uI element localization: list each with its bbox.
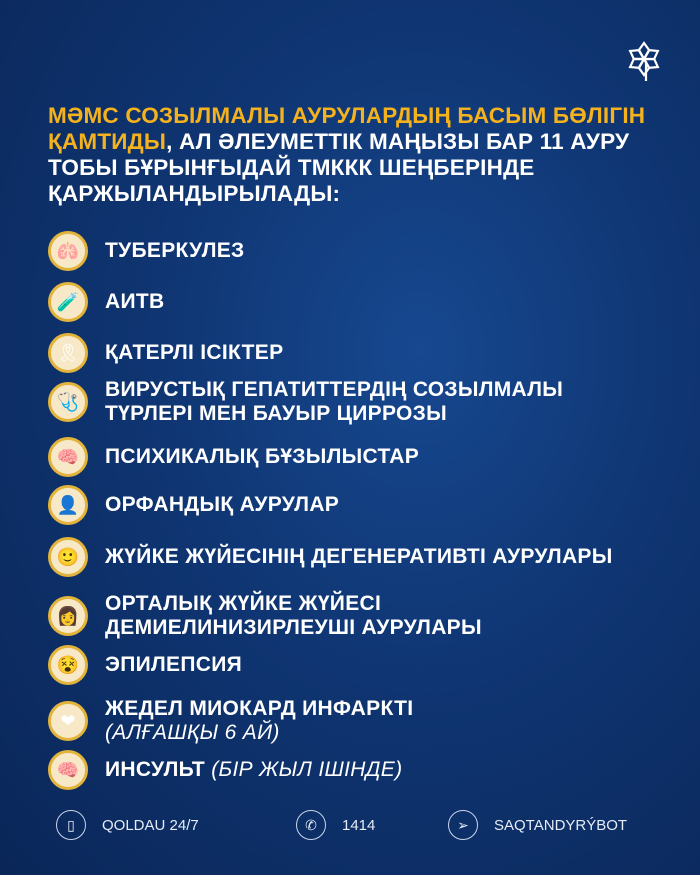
brain-icon: 🧠 xyxy=(48,750,88,790)
item-text xyxy=(105,378,635,426)
item-text xyxy=(105,239,245,263)
snowflake-logo-icon xyxy=(620,35,668,83)
footer xyxy=(56,810,660,844)
list-item xyxy=(48,697,413,745)
phone-call-icon: ✆ xyxy=(296,810,326,840)
list-item xyxy=(48,750,402,790)
list-item xyxy=(48,231,245,271)
support-label: QOLDAU 24/7 xyxy=(102,816,199,834)
person-icon: 👤 xyxy=(48,485,88,525)
item-text xyxy=(105,758,402,782)
face-icon: 🙂 xyxy=(48,537,88,577)
item-label: ЖҮЙКЕ ЖҮЙЕСІНІҢ ДЕГЕНЕРАТИВТІ АУРУЛАРЫ xyxy=(105,545,613,568)
headline xyxy=(48,103,678,207)
item-text xyxy=(105,493,339,517)
phone-link[interactable] xyxy=(296,810,375,840)
liver-icon: 🩺 xyxy=(48,382,88,422)
item-label: ТУБЕРКУЛЕЗ xyxy=(105,239,245,262)
list-item xyxy=(48,537,613,577)
item-label: ОРТАЛЫҚ ЖҮЙКЕ ЖҮЙЕСІ ДЕМИЕЛИНИЗИРЛЕУШІ АУРУЛАРЫ xyxy=(105,592,482,639)
bot-label: SAQTANDYRÝBOT xyxy=(494,816,628,834)
dizzy-face-icon: 😵 xyxy=(48,645,88,685)
item-label: АИТВ xyxy=(105,290,165,313)
item-note: (БІР ЖЫЛ ІШІНДЕ) xyxy=(211,758,403,781)
telegram-icon: ➢ xyxy=(448,810,478,840)
list-item xyxy=(48,437,419,477)
item-text xyxy=(105,697,413,745)
item-label: ЭПИЛЕПСИЯ xyxy=(105,653,243,676)
item-text xyxy=(105,545,613,569)
heart-icon: ❤ xyxy=(48,701,88,741)
list-item xyxy=(48,333,283,373)
phone-number: 1414 xyxy=(342,816,376,834)
list-item xyxy=(48,282,164,322)
item-label: ҚАТЕРЛІ ІСІКТЕР xyxy=(105,341,284,364)
item-label: ВИРУСТЫҚ ГЕПАТИТТЕРДІҢ СОЗЫЛМАЛЫ ТҮРЛЕРІ МЕН БАУЫР ЦИРРОЗЫ xyxy=(105,378,564,425)
item-label: ЖЕДЕЛ МИОКАРД ИНФАРКТІ xyxy=(105,697,414,720)
test-tube-icon: 🧪 xyxy=(48,282,88,322)
headline-rest: , АЛ ӘЛЕУМЕТТІК МАҢЫЗЫ БАР 11 АУРУ ТОБЫ БҰРЫНҒЫДАЙ ТМККК ШЕҢБЕРІНДЕ ҚАРЖЫЛАНДЫРЫЛАДЫ: xyxy=(48,129,630,206)
ribbon-icon: 🎗 xyxy=(48,333,88,373)
list-item xyxy=(48,645,242,685)
item-label: ИНСУЛЬТ xyxy=(105,758,206,781)
telegram-bot-link[interactable] xyxy=(448,810,627,840)
support-link[interactable] xyxy=(56,810,199,840)
head-icon: 🧠 xyxy=(48,437,88,477)
phone-device-icon: ▯ xyxy=(56,810,86,840)
item-text xyxy=(105,290,164,314)
item-text xyxy=(105,653,242,677)
list-item xyxy=(48,378,635,426)
profile-icon: 👩 xyxy=(48,596,88,636)
headline-highlight: МӘМС СОЗЫЛМАЛЫ АУРУЛАРДЫҢ БАСЫМ БӨЛІГІН ҚАМТИДЫ xyxy=(48,103,646,154)
item-text xyxy=(105,592,625,640)
list-item xyxy=(48,485,339,525)
item-label: ОРФАНДЫҚ АУРУЛАР xyxy=(105,493,340,516)
item-text xyxy=(105,341,283,365)
item-text xyxy=(105,445,419,469)
item-note: (АЛҒАШҚЫ 6 АЙ) xyxy=(105,721,280,744)
item-label: ПСИХИКАЛЫҚ БҰЗЫЛЫСТАР xyxy=(105,445,420,468)
lungs-icon: 🫁 xyxy=(48,231,88,271)
list-item xyxy=(48,592,625,640)
